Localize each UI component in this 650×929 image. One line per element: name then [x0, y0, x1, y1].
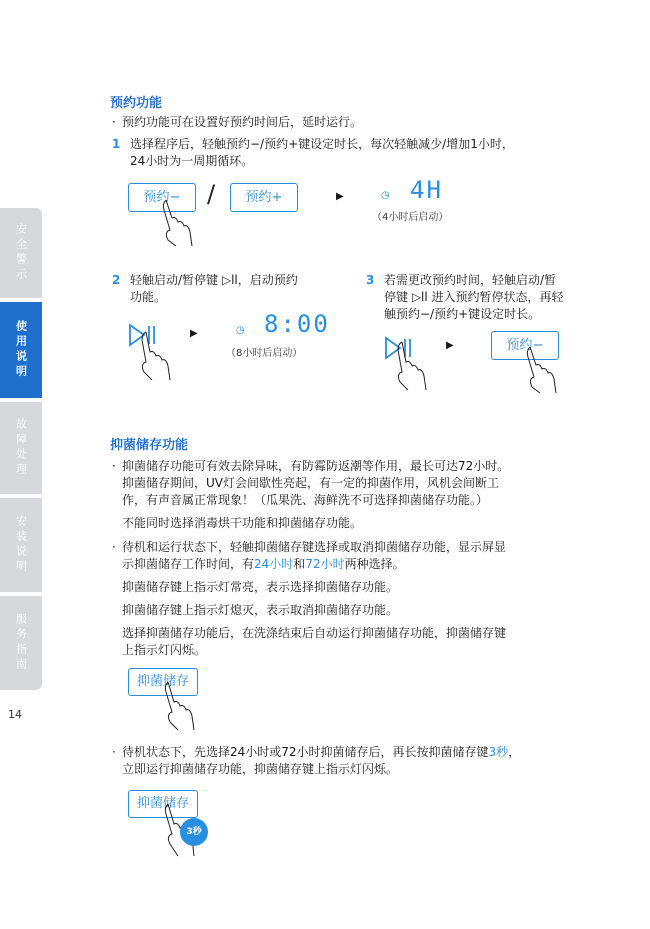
step-number: 3	[366, 273, 375, 287]
tab-label: 安装说明	[14, 515, 28, 575]
arrow-right-icon: ▶	[336, 191, 344, 202]
antibac-paragraph-3: · 待机状态下，先选择24小时或72小时抑菌储存后，再长按抑菌储存键3秒， 立即运行抑菌储存功能，抑菌储存键上指示灯闪烁。	[112, 745, 521, 776]
step-text: 触预约−/预约+键设定时长。	[384, 307, 541, 321]
step-text: 若需更改预约时间，轻触启动/暂	[384, 273, 557, 287]
hand-pointer-icon	[136, 330, 176, 382]
schedule-intro: · 预约功能可在设置好预约时间后，延时运行。	[112, 115, 363, 129]
schedule-minus-button[interactable]: 预约−	[128, 183, 196, 212]
tab-usage[interactable]	[0, 302, 42, 398]
text-24h: 24小时	[254, 557, 294, 571]
tab-troubleshoot[interactable]	[0, 402, 42, 494]
step-text: 选择程序后，轻触预约−/预约+键设定时长，每次轻触减少/增加1小时，	[130, 137, 514, 151]
hand-pointer-icon	[158, 198, 198, 248]
tab-label: 使用说明	[14, 320, 28, 380]
text-line: 和	[293, 557, 306, 571]
text-line: 立即运行抑菌储存功能，抑菌储存键上指示灯闪烁。	[122, 762, 399, 776]
antibac-storage-button[interactable]: 抑菌储存	[128, 668, 198, 696]
display-4h: 4H	[410, 176, 443, 204]
text-line: 示抑菌储存工作时间，有	[122, 557, 255, 571]
slash-separator: /	[207, 180, 216, 208]
text-line: 待机和运行状态下，轻触抑菌储存键选择或取消抑菌储存功能，显示屏显	[122, 540, 507, 554]
schedule-heading: 预约功能	[110, 96, 163, 111]
tab-service[interactable]	[0, 596, 42, 690]
display-8-00: 8:00	[264, 310, 330, 338]
step-3	[366, 272, 616, 323]
step-text: 功能。	[130, 290, 167, 304]
tab-label: 安全警示	[14, 223, 28, 283]
step-text: 24小时为一周期循环。	[130, 154, 254, 168]
schedule-minus-button-2[interactable]: 预约−	[491, 331, 559, 360]
text-72h: 72小时	[305, 557, 345, 571]
display-4h-note: （4小时后启动）	[372, 212, 449, 223]
text-line: 抑菌储存功能可有效去除异味，有防霉防返潮等作用，最长可达72小时。	[122, 459, 510, 473]
schedule-plus-button[interactable]: 预约+	[230, 183, 298, 212]
text-line: 抑菌储存键上指示灯熄灭，表示取消抑菌储存功能。	[122, 603, 399, 617]
step-1	[112, 136, 612, 170]
text-line: 上指示灯闪烁。	[122, 643, 207, 657]
step-text: 停键 ▷ll 进入预约暂停状态，再轻	[384, 290, 564, 304]
step-number: 1	[112, 137, 121, 151]
arrow-right-icon: ▶	[190, 328, 198, 339]
text-line: 待机状态下，先选择24小时或72小时抑菌储存后，再长按抑菌储存键	[122, 745, 489, 759]
antibac-heading: 抑菌储存功能	[110, 438, 189, 453]
hand-pointer-icon	[522, 345, 562, 395]
step-text: 轻触启动/暂停键 ▷ll，启动预约	[130, 273, 298, 287]
step-number: 2	[112, 273, 121, 287]
text-line: 抑菌储存键上指示灯常亮，表示选择抑菌储存功能。	[122, 580, 399, 594]
text-line: 作，有声音属正常现象！（瓜果洗、海鲜洗不可选择抑菌储存功能。）	[122, 493, 489, 507]
tab-label: 故障处理	[14, 418, 28, 478]
hand-pointer-icon	[392, 340, 432, 392]
tab-safety[interactable]	[0, 208, 42, 298]
display-8-00-note: （8小时后启动）	[226, 348, 303, 359]
text-line: 选择抑菌储存功能后，在洗涤结束后自动运行抑菌储存功能，抑菌储存键	[122, 626, 507, 640]
clock-icon: ◷	[236, 325, 245, 336]
text-line: 抑菌储存期间，UV灯会间歇性亮起，有一定的抑菌作用，风机会间断工	[122, 476, 499, 490]
hand-pointer-icon	[160, 680, 200, 732]
tab-label: 服务指南	[14, 613, 28, 673]
antibac-paragraph-2: · 待机和运行状态下，轻触抑菌储存键选择或取消抑菌储存功能，显示屏显 示抑菌储存工作时间，有24小时和72小时两种选择。 抑菌储存键上指示灯常亮，表示选择抑菌储存功能。 抑菌储存键上指示灯熄灭，表示取消抑菌储存功能。 选择抑菌储存功能后，在洗涤结束后自动运行抑菌储存功能，抑菌储存键 上指示灯闪烁。	[112, 540, 507, 657]
text-line: ，	[508, 745, 521, 759]
page-number: 14	[8, 708, 22, 721]
antibac-paragraph-1: · 抑菌储存功能可有效去除异味，有防霉防返潮等作用，最长可达72小时。 抑菌储存期间，UV灯会间歇性亮起，有一定的抑菌作用，风机会间断工 作，有声音属正常现象！（瓜果洗、海鲜洗不可选择抑菌储存功能。） 不能同时选择消毒烘干功能和抑菌储存功能。	[112, 459, 510, 530]
arrow-right-icon: ▶	[446, 340, 454, 351]
3s-badge: 3秒	[180, 818, 208, 846]
text-3s: 3秒	[488, 745, 509, 759]
intro-text: 预约功能可在设置好预约时间后，延时运行。	[122, 115, 363, 129]
text-line: 两种选择。	[344, 557, 405, 571]
antibac-storage-button-2[interactable]: 抑菌储存	[128, 790, 198, 818]
tab-installation[interactable]	[0, 498, 42, 592]
clock-icon: ◷	[381, 190, 390, 201]
text-line: 不能同时选择消毒烘干功能和抑菌储存功能。	[122, 516, 363, 530]
step-2	[112, 272, 352, 306]
